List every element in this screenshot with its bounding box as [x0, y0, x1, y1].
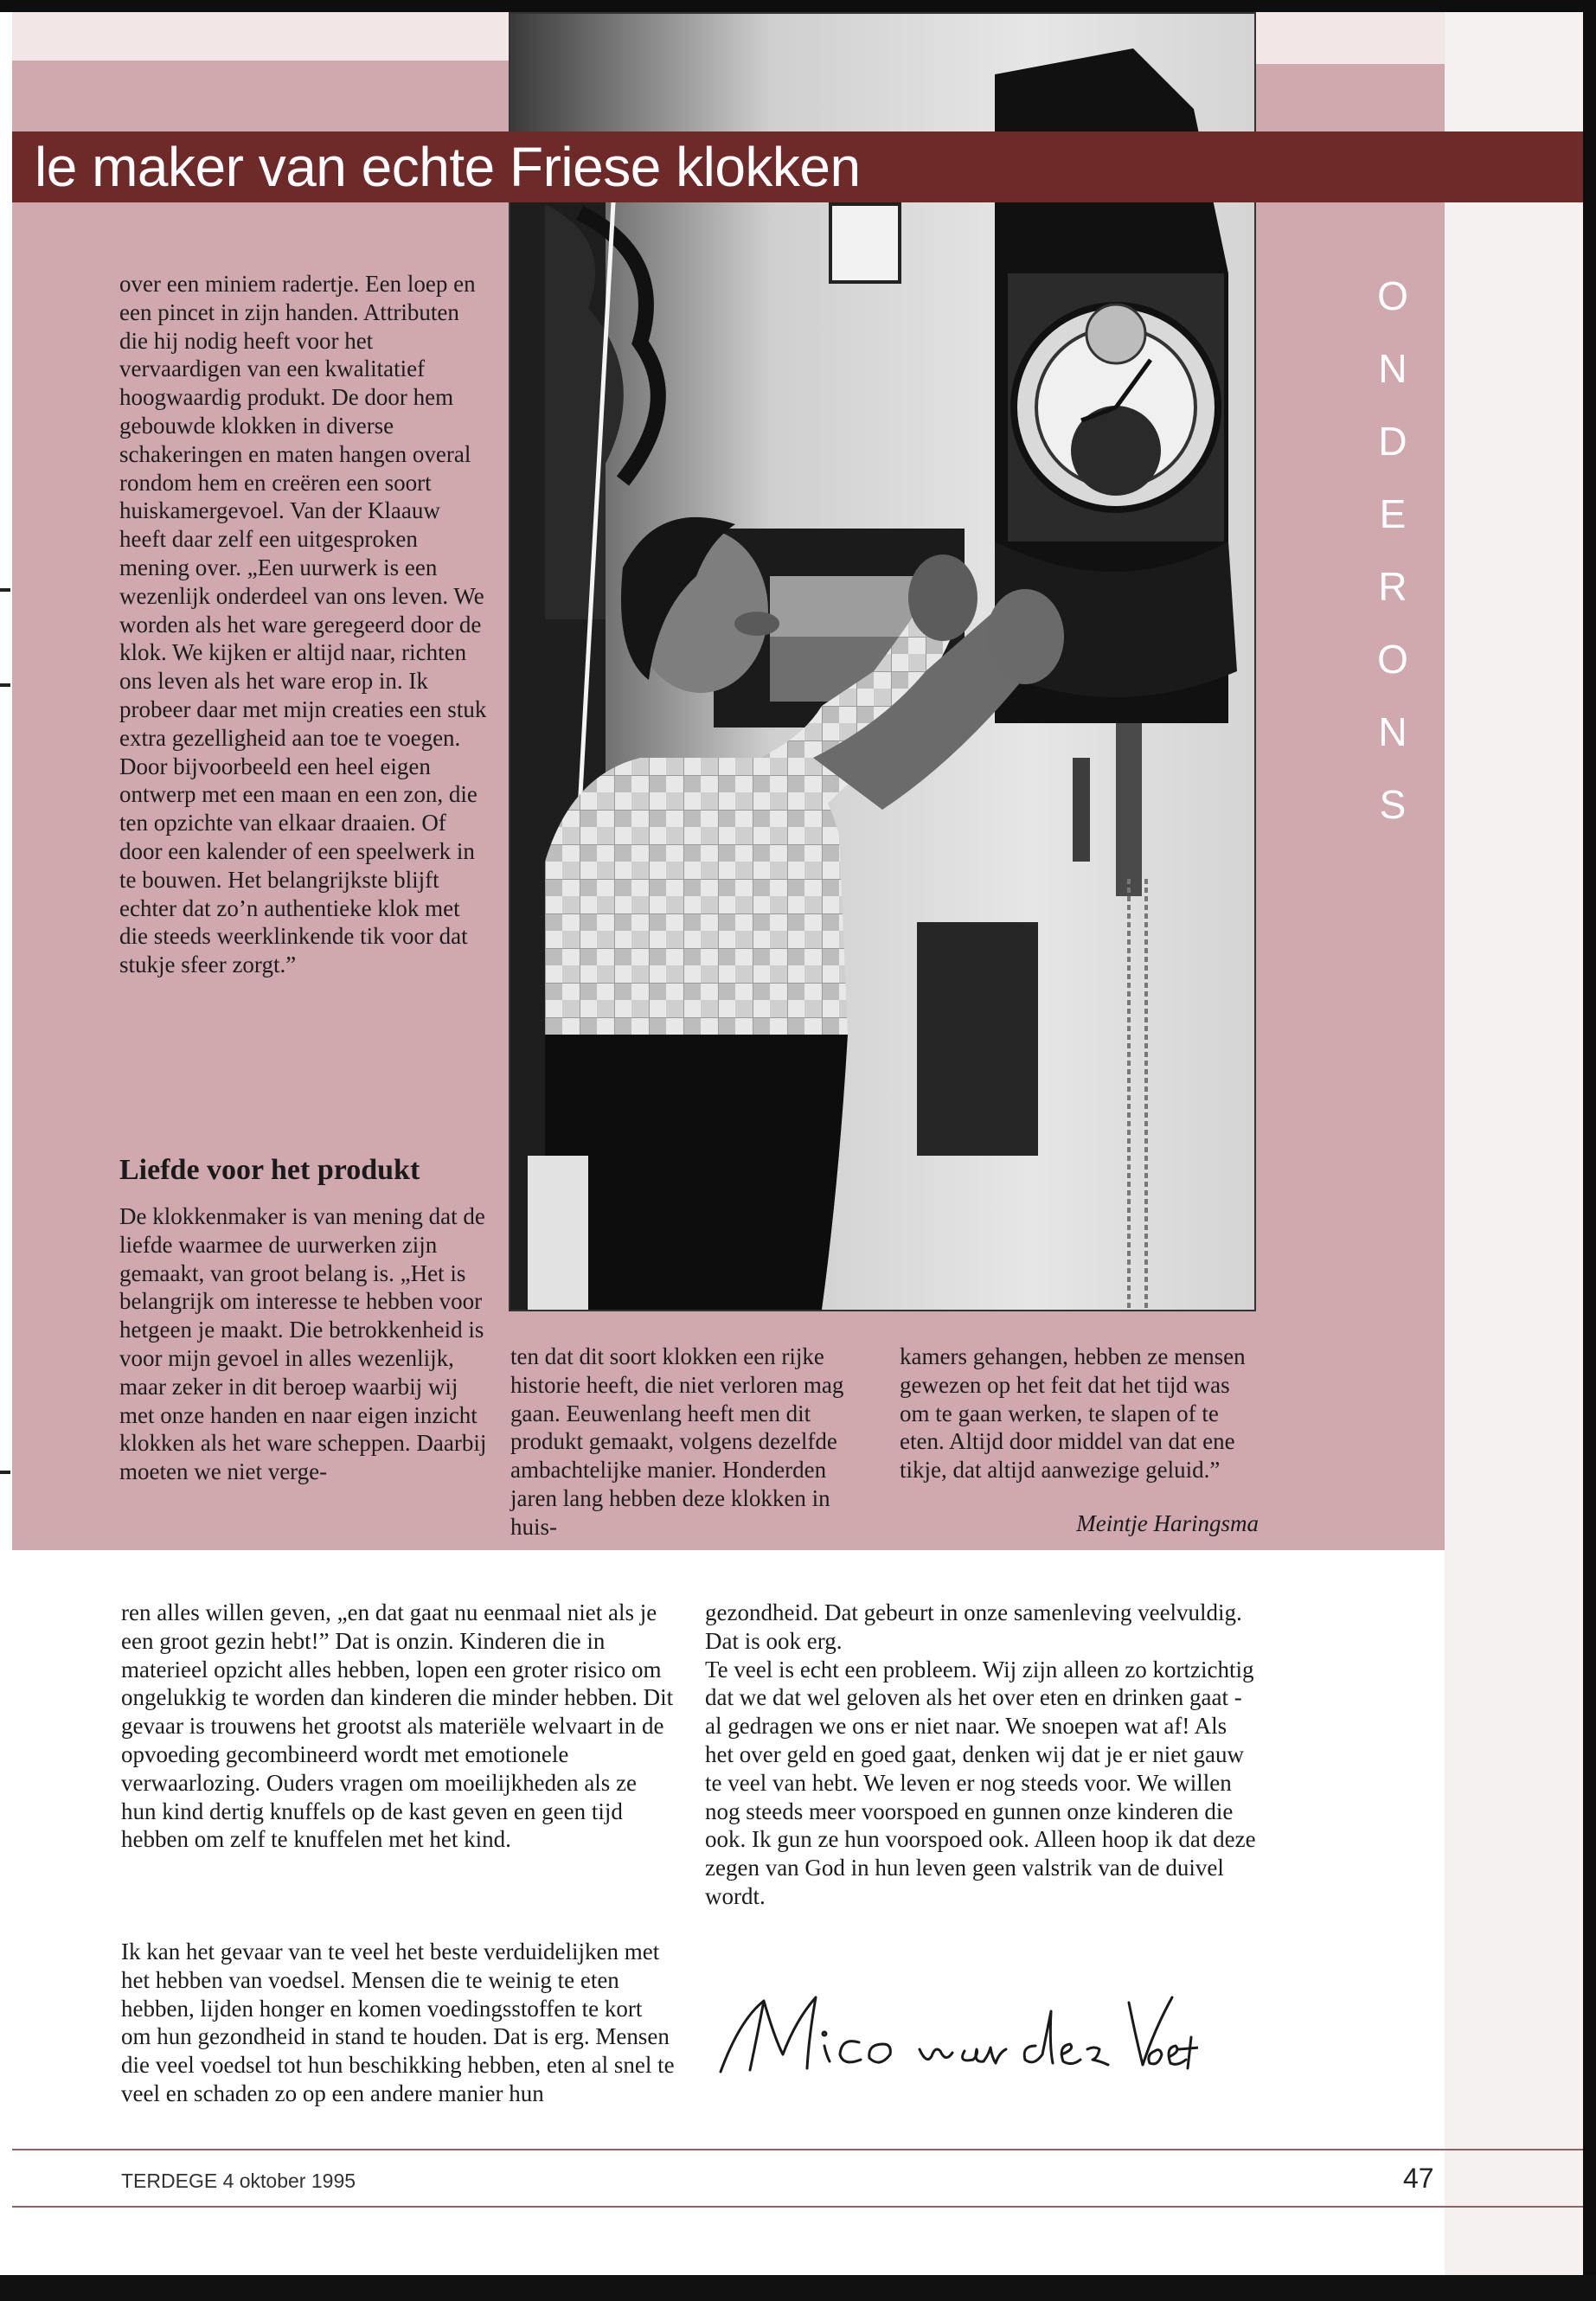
- page-margin-right: [1445, 12, 1583, 2275]
- clockmaker-photo-graphic: [510, 14, 1254, 1310]
- column-text-left-2: [121, 1938, 675, 2108]
- article-column-left-continued: [119, 1202, 491, 1486]
- section-label-letter: S: [1379, 782, 1407, 827]
- column-paragraph: ren alles willen geven, „en dat gaat nu eenmaal niet als je een groot gezin hebt!” Dat is onzin. Kinderen die in materieel opzicht alles hebben, lopen een groter risico om ongelukkig te worden dan kinderen die minder hebben. Dit gevaar is trouwens het grootst als materiële welvaart in de opvoeding gecombineerd wordt met emotionele verwaarlozing. Ouders vragen om moeilijkheden als ze hun kind dertig knuffels op de kast geven en geen tijd hebben om zelf te knuffelen met het kind.: [121, 1599, 674, 1853]
- section-label-letter: N: [1378, 346, 1407, 391]
- column-text-left: [121, 1599, 675, 1854]
- article-author: Meintje Haringsma: [1076, 1510, 1259, 1536]
- page-edge-left: [0, 0, 12, 2301]
- section-label-vertical: [1362, 260, 1423, 841]
- footer-rule-bottom: [12, 2206, 1583, 2208]
- article-column-right: [900, 1343, 1263, 1484]
- pink-panel-top-left: [12, 12, 509, 61]
- page-number: 47: [1403, 2163, 1434, 2194]
- column-paragraph: gezondheid. Dat gebeurt in onze samenleving veelvuldig. Dat is ook erg.: [705, 1599, 1242, 1654]
- article-column-left: [119, 270, 491, 979]
- section-label-letter: N: [1378, 709, 1407, 754]
- scan-border-right: [1583, 0, 1596, 2301]
- section-label-letter: R: [1378, 564, 1407, 609]
- section-label-letter: O: [1377, 273, 1408, 318]
- scan-mark: [0, 683, 10, 687]
- column-text-right: [705, 1599, 1259, 1911]
- section-label-letter: O: [1377, 637, 1408, 682]
- scan-mark: [0, 1471, 10, 1474]
- signature-graphic: [714, 1985, 1198, 2080]
- article-paragraph: kamers gehangen, hebben ze mensen gewezen op het feit dat het tijd was om te gaan werken, te slapen of te eten. Altijd door middel van dat ene tikje, dat altijd aanwezige geluid.”: [900, 1343, 1246, 1484]
- clockmaker-photo: [509, 12, 1256, 1311]
- article-subheading: Liefde voor het produkt: [119, 1154, 420, 1186]
- section-label-letter: E: [1379, 491, 1407, 536]
- scan-border-top: [0, 0, 1596, 12]
- handwritten-signature: [714, 1985, 1198, 2080]
- scan-border-bottom: [0, 2275, 1596, 2301]
- section-label-letter: D: [1378, 419, 1407, 464]
- pink-panel-top-right: [1254, 12, 1445, 64]
- article-title: le maker van echte Friese klokken: [35, 136, 861, 198]
- article-column-middle: [510, 1343, 874, 1541]
- footer-rule-top: [12, 2149, 1583, 2150]
- article-paragraph: De klokkenmaker is van mening dat de liefde waarmee de uurwerken zijn gemaakt, van groot belang is. „Het is belangrijk om interesse te hebben voor hetgeen je maakt. Die betrokkenheid is voor mijn gevoel in alles wezenlijk, maar zeker in dit beroep waarbij wij met onze handen en naar eigen inzicht klokken als het ware scheppen. Daarbij moeten we niet verge-: [119, 1203, 487, 1485]
- footer-publication: TERDEGE 4 oktober 1995: [121, 2170, 356, 2192]
- scan-mark: [0, 588, 10, 592]
- column-paragraph: Te veel is echt een probleem. Wij zijn alleen zo kortzichtig dat we dat wel geloven als het over eten en drinken gaat - al gedragen we ons er niet naar. We snoepen wat af! Als het over geld en goed gaat, denken wij dat je er niet gauw te veel van hebt. We leven er nog steeds voor. We willen nog steeds meer voorspoed en gunnen onze kinderen die ook. Ik gun ze hun voorspoed ook. Alleen hoop ik dat deze zegen van God in hun leven geen valstrik van de duivel wordt.: [705, 1656, 1256, 1909]
- article-paragraph: ten dat dit soort klokken een rijke historie heeft, die niet verloren mag gaan. Eeuwenlang heeft men dit produkt gemaakt, volgens dezelfde ambachtelijke manier. Honderden jaren lang hebben deze klokken in huis-: [510, 1343, 844, 1540]
- article-paragraph: over een miniem radertje. Een loep en een pincet in zijn handen. Attributen die hij nodig heeft voor het vervaardigen van een kwalitatief hoogwaardig produkt. De door hem gebouwde klokken in diverse schakeringen en maten hangen overal rondom hem en creëren een soort huiskamergevoel. Van der Klaauw heeft daar zelf een uitgesproken mening over. „Een uurwerk is een wezenlijk onderdeel van ons leven. We worden als het ware geregeerd door de klok. We kijken er altijd naar, richten ons leven als het ware erop in. Ik probeer daar met mijn creaties een stuk extra gezelligheid aan toe te voegen. Door bijvoorbeeld een heel eigen ontwerp met een maan en een zon, die ten opzichte van elkaar draaien. Of door een kalender of een speelwerk in te bouwen. Het belangrijkste blijft echter dat zo’n authentieke klok met die steeds weerklinkende tik voor dat stukje sfeer zorgt.”: [119, 271, 487, 978]
- column-paragraph: Ik kan het gevaar van te veel het beste verduidelijken met het hebben van voedsel. Mensen die te weinig te eten hebben, lijden honger en komen voedingsstoffen te kort om hun gezondheid in stand te houden. Dat is erg. Mensen die veel voedsel tot hun beschikking hebben, eten al snel te veel en schaden zo op een andere manier hun: [121, 1939, 675, 2106]
